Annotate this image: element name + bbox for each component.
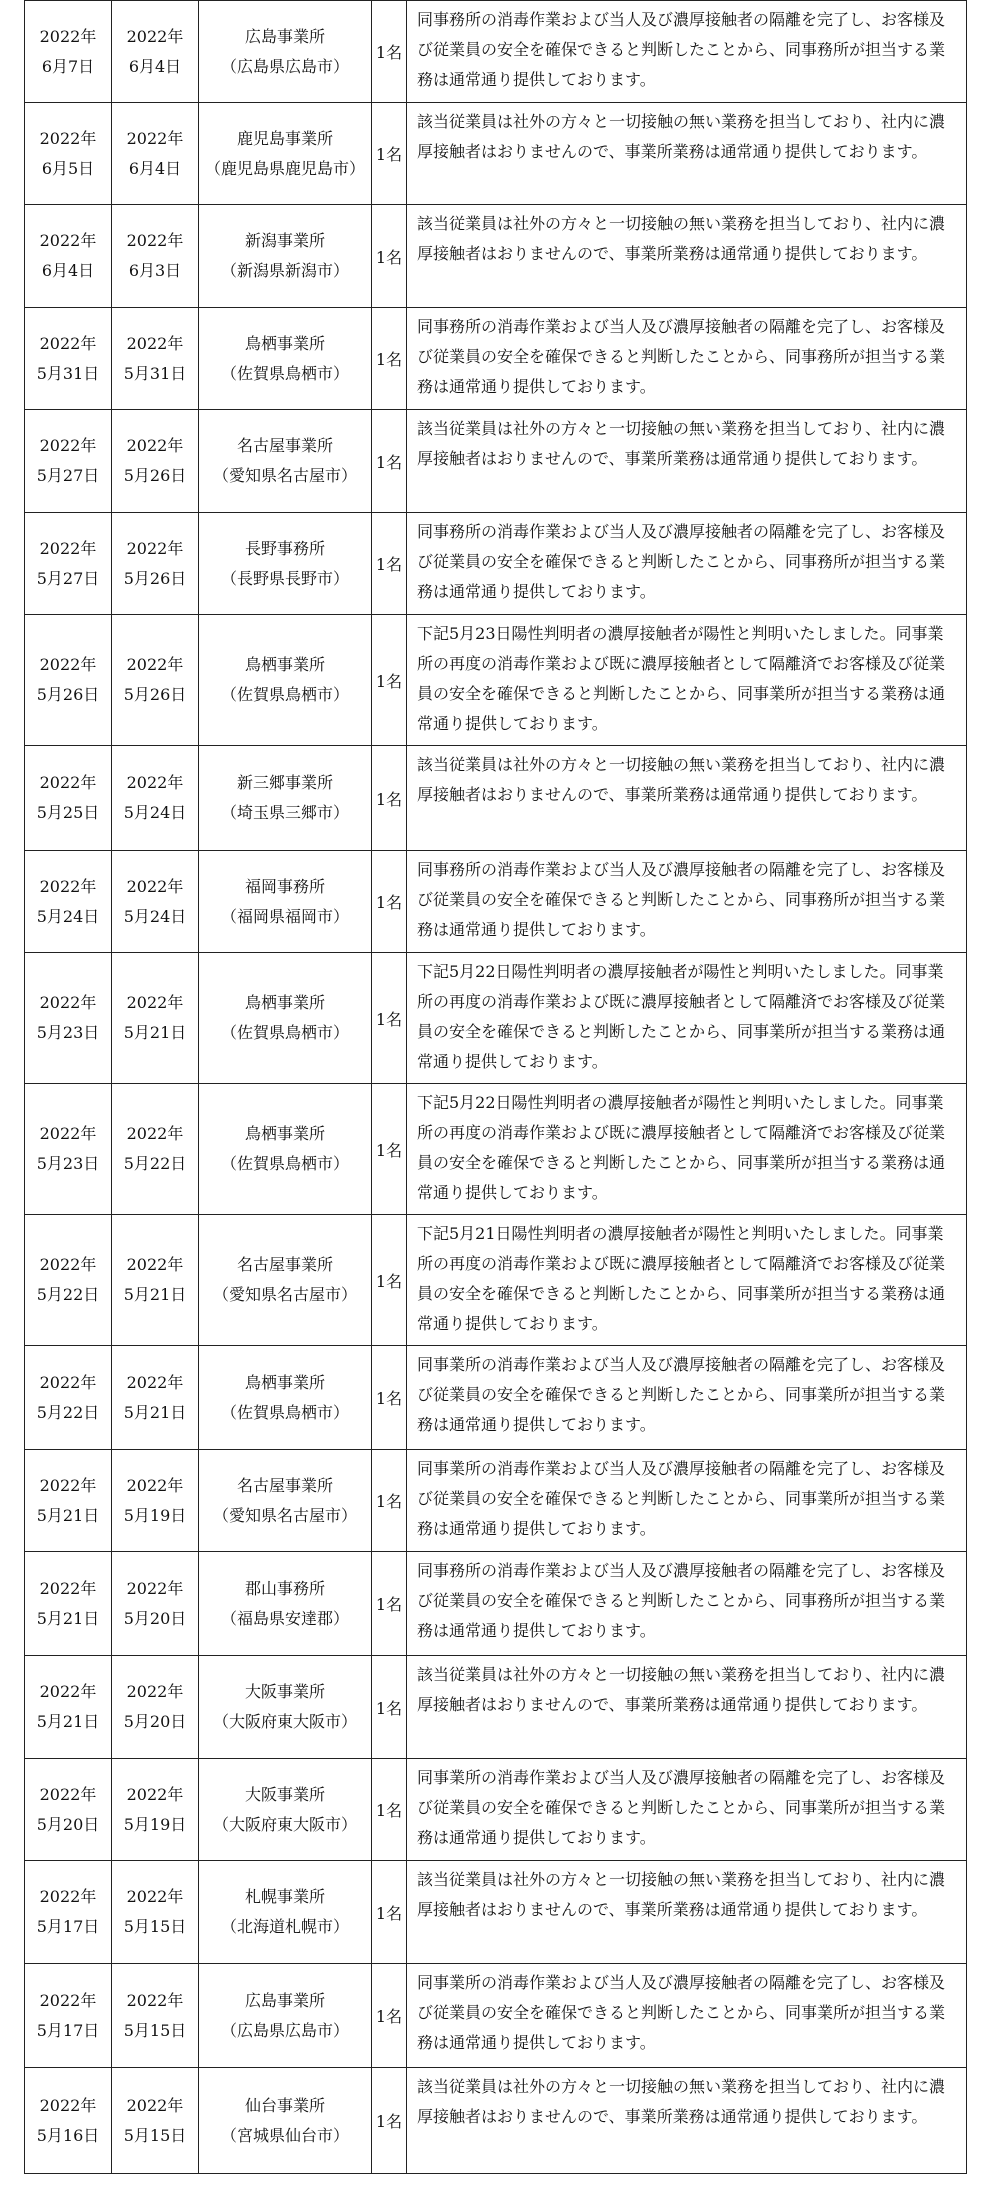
- confirmed-date-cell: [112, 1, 199, 103]
- announce-day: 5月24日: [36, 906, 100, 926]
- table-row: [25, 1861, 967, 1964]
- confirmed-date-cell: [112, 953, 199, 1084]
- announce-date-cell: [25, 1552, 112, 1656]
- status-note-cell: [407, 1552, 967, 1656]
- status-note: 該当従業員は社外の方々と一切接触の無い業務を担当しており、社内に濃厚接触者はおりませんので、事業所業務は通常通り提供しております。: [417, 112, 946, 161]
- announce-day: 5月21日: [36, 1505, 100, 1525]
- confirmed-day: 5月26日: [123, 685, 187, 704]
- case-count-cell: 1名: [372, 410, 407, 513]
- confirmed-year: 2022年: [126, 773, 184, 792]
- announce-year: 2022年: [39, 1372, 97, 1392]
- confirmed-date-cell: [112, 1084, 199, 1215]
- confirmed-day: 5月21日: [123, 1285, 187, 1304]
- announce-date-cell: [25, 1964, 112, 2068]
- announce-year: 2022年: [39, 1784, 97, 1804]
- office-cell: [199, 1, 372, 103]
- announce-day: 6月7日: [41, 56, 95, 76]
- office-cell: [199, 953, 372, 1084]
- office-name: 郡山事務所: [244, 1578, 325, 1598]
- case-count-cell: 1名: [372, 513, 407, 615]
- table-row: [25, 513, 967, 615]
- confirmed-date-cell: [112, 746, 199, 851]
- office-cell: [199, 1656, 372, 1759]
- confirmed-year: 2022年: [126, 876, 184, 896]
- office-name: 大阪事業所: [244, 1682, 325, 1701]
- table-row: [25, 1346, 967, 1450]
- table-row: [25, 1552, 967, 1656]
- office-name: 新潟事業所: [244, 231, 325, 250]
- confirmed-day: 5月19日: [123, 1814, 187, 1834]
- announce-day: 5月17日: [36, 2020, 100, 2040]
- announce-year: 2022年: [39, 1475, 97, 1495]
- announce-day: 5月25日: [36, 803, 100, 822]
- announce-day: 5月26日: [36, 685, 100, 704]
- status-note: 下記5月22日陽性判明者の濃厚接触者が陽性と判明いたしました。同事業所の再度の消毒作業および既に濃厚接触者として隔離済でお客様及び従業員の安全を確保できると判断したことから、同事業所が担当する業務は通常通り提供しております。: [417, 962, 946, 1071]
- confirmed-date-cell: [112, 1656, 199, 1759]
- table-row: [25, 1964, 967, 2068]
- office-location: （北海道札幌市）: [220, 1917, 349, 1936]
- confirmed-year: 2022年: [126, 333, 184, 353]
- confirmed-date-cell: [112, 1215, 199, 1346]
- status-note-cell: [407, 513, 967, 615]
- status-note-cell: [407, 2068, 967, 2174]
- confirmed-date-cell: [112, 308, 199, 410]
- confirmed-day: 5月26日: [123, 466, 187, 485]
- confirmed-year: 2022年: [126, 993, 184, 1012]
- announce-date-cell: [25, 615, 112, 746]
- confirmed-year: 2022年: [126, 26, 184, 46]
- announce-year: 2022年: [39, 1255, 97, 1274]
- table-row: [25, 746, 967, 851]
- confirmed-day: 6月3日: [128, 261, 182, 280]
- announce-day: 5月22日: [36, 1402, 100, 1422]
- announce-date-cell: [25, 1, 112, 103]
- case-count-cell: 1名: [372, 953, 407, 1084]
- case-count-cell: 1名: [372, 1450, 407, 1552]
- announce-day: 6月4日: [41, 261, 95, 280]
- office-name: 長野事務所: [244, 538, 325, 558]
- announce-year: 2022年: [39, 128, 97, 148]
- office-cell: [199, 1450, 372, 1552]
- confirmed-date-cell: [112, 851, 199, 953]
- announce-year: 2022年: [39, 231, 97, 250]
- confirmed-date-cell: [112, 205, 199, 308]
- confirmed-year: 2022年: [126, 231, 184, 250]
- office-location: （愛知県名古屋市）: [212, 466, 357, 485]
- status-note: 該当従業員は社外の方々と一切接触の無い業務を担当しており、社内に濃厚接触者はおりませんので、事業所業務は通常通り提供しております。: [417, 2077, 946, 2126]
- status-note-cell: [407, 953, 967, 1084]
- office-name: 大阪事業所: [244, 1784, 325, 1804]
- office-location: （福岡県福岡市）: [220, 906, 349, 926]
- confirmed-day: 5月21日: [123, 1402, 187, 1422]
- office-location: （佐賀県鳥栖市）: [220, 685, 349, 704]
- announce-date-cell: [25, 410, 112, 513]
- office-location: （愛知県名古屋市）: [212, 1285, 357, 1304]
- office-cell: [199, 615, 372, 746]
- announce-year: 2022年: [39, 436, 97, 455]
- office-location: （大阪府東大阪市）: [212, 1814, 357, 1834]
- case-count-cell: 1名: [372, 1759, 407, 1861]
- status-note-cell: [407, 1656, 967, 1759]
- confirmed-year: 2022年: [126, 1784, 184, 1804]
- office-location: （佐賀県鳥栖市）: [220, 363, 349, 383]
- confirmed-date-cell: [112, 615, 199, 746]
- case-count-cell: 1名: [372, 1346, 407, 1450]
- status-note: 同事務所の消毒作業および当人及び濃厚接触者の隔離を完了し、お客様及び従業員の安全を確保できると判断したことから、同事務所が担当する業務は通常通り提供しております。: [417, 317, 946, 396]
- announce-date-cell: [25, 1759, 112, 1861]
- confirmed-day: 5月15日: [123, 2125, 187, 2145]
- status-note: 下記5月23日陽性判明者の濃厚接触者が陽性と判明いたしました。同事業所の再度の消毒作業および既に濃厚接触者として隔離済でお客様及び従業員の安全を確保できると判断したことから、同事業所が担当する業務は通常通り提供しております。: [417, 624, 946, 733]
- confirmed-year: 2022年: [126, 1682, 184, 1701]
- announce-date-cell: [25, 205, 112, 308]
- office-cell: [199, 2068, 372, 2174]
- table-row: [25, 851, 967, 953]
- office-location: （鹿児島県鹿児島市）: [204, 158, 365, 178]
- confirmed-day: 6月4日: [128, 56, 182, 76]
- case-count-cell: 1名: [372, 1861, 407, 1964]
- confirmed-year: 2022年: [126, 1475, 184, 1495]
- announce-date-cell: [25, 1450, 112, 1552]
- announce-date-cell: [25, 513, 112, 615]
- confirmed-day: 5月15日: [123, 1917, 187, 1936]
- confirmed-day: 5月26日: [123, 568, 187, 588]
- announce-date-cell: [25, 1215, 112, 1346]
- announce-year: 2022年: [39, 773, 97, 792]
- announce-date-cell: [25, 1346, 112, 1450]
- announce-day: 5月16日: [36, 2125, 100, 2145]
- office-location: （広島県広島市）: [220, 56, 349, 76]
- confirmed-year: 2022年: [126, 436, 184, 455]
- confirmed-year: 2022年: [126, 1124, 184, 1143]
- office-location: （広島県広島市）: [220, 2020, 349, 2040]
- announce-date-cell: [25, 1861, 112, 1964]
- announce-date-cell: [25, 1656, 112, 1759]
- table-row: [25, 1215, 967, 1346]
- confirmed-year: 2022年: [126, 128, 184, 148]
- confirmed-year: 2022年: [126, 538, 184, 558]
- case-count-cell: 1名: [372, 1, 407, 103]
- confirmed-year: 2022年: [126, 1990, 184, 2010]
- confirmed-date-cell: [112, 1346, 199, 1450]
- status-note: 同事業所の消毒作業および当人及び濃厚接触者の隔離を完了し、お客様及び従業員の安全を確保できると判断したことから、同事業所が担当する業務は通常通り提供しております。: [417, 1355, 946, 1434]
- status-note: 該当従業員は社外の方々と一切接触の無い業務を担当しており、社内に濃厚接触者はおりませんので、事業所業務は通常通り提供しております。: [417, 419, 946, 468]
- office-name: 名古屋事業所: [236, 436, 333, 455]
- status-note: 同事務所の消毒作業および当人及び濃厚接触者の隔離を完了し、お客様及び従業員の安全を確保できると判断したことから、同事務所が担当する業務は通常通り提供しております。: [417, 522, 946, 601]
- announce-day: 5月17日: [36, 1917, 100, 1936]
- case-count-cell: 1名: [372, 1084, 407, 1215]
- office-location: （新潟県新潟市）: [220, 261, 349, 280]
- announce-date-cell: [25, 953, 112, 1084]
- status-note-cell: [407, 1, 967, 103]
- office-cell: [199, 1084, 372, 1215]
- announce-year: 2022年: [39, 1682, 97, 1701]
- status-note: 同事業所の消毒作業および当人及び濃厚接触者の隔離を完了し、お客様及び従業員の安全を確保できると判断したことから、同事業所が担当する業務は通常通り提供しております。: [417, 1459, 946, 1538]
- office-location: （長野県長野市）: [220, 568, 349, 588]
- announce-year: 2022年: [39, 1887, 97, 1906]
- office-location: （福島県安達郡）: [220, 1608, 349, 1628]
- announce-day: 5月22日: [36, 1285, 100, 1304]
- table-row: [25, 1759, 967, 1861]
- office-name: 札幌事業所: [244, 1887, 325, 1906]
- infection-report-table: [24, 0, 967, 2174]
- office-location: （佐賀県鳥栖市）: [220, 1154, 349, 1173]
- office-cell: [199, 851, 372, 953]
- status-note-cell: [407, 103, 967, 205]
- office-name: 仙台事業所: [244, 2095, 325, 2115]
- announce-day: 5月20日: [36, 1814, 100, 1834]
- announce-year: 2022年: [39, 993, 97, 1012]
- status-note: 同事務所の消毒作業および当人及び濃厚接触者の隔離を完了し、お客様及び従業員の安全を確保できると判断したことから、同事務所が担当する業務は通常通り提供しております。: [417, 10, 946, 89]
- announce-date-cell: [25, 746, 112, 851]
- table-row: [25, 1656, 967, 1759]
- announce-year: 2022年: [39, 1990, 97, 2010]
- office-cell: [199, 1759, 372, 1861]
- confirmed-year: 2022年: [126, 1578, 184, 1598]
- status-note: 同事務所の消毒作業および当人及び濃厚接触者の隔離を完了し、お客様及び従業員の安全を確保できると判断したことから、同事務所が担当する業務は通常通り提供しております。: [417, 1561, 946, 1640]
- status-note-cell: [407, 1759, 967, 1861]
- announce-date-cell: [25, 851, 112, 953]
- announce-date-cell: [25, 1084, 112, 1215]
- announce-day: 5月31日: [36, 363, 100, 383]
- announce-day: 5月21日: [36, 1712, 100, 1731]
- office-name: 鳥栖事業所: [244, 993, 325, 1012]
- office-cell: [199, 513, 372, 615]
- confirmed-year: 2022年: [126, 655, 184, 674]
- office-cell: [199, 1346, 372, 1450]
- office-cell: [199, 1215, 372, 1346]
- office-cell: [199, 1552, 372, 1656]
- office-name: 名古屋事業所: [236, 1255, 333, 1274]
- status-note: 該当従業員は社外の方々と一切接触の無い業務を担当しており、社内に濃厚接触者はおりませんので、事業所業務は通常通り提供しております。: [417, 755, 946, 804]
- confirmed-date-cell: [112, 1964, 199, 2068]
- status-note-cell: [407, 746, 967, 851]
- status-note: 同事業所の消毒作業および当人及び濃厚接触者の隔離を完了し、お客様及び従業員の安全を確保できると判断したことから、同事業所が担当する業務は通常通り提供しております。: [417, 1973, 946, 2052]
- announce-year: 2022年: [39, 655, 97, 674]
- office-cell: [199, 308, 372, 410]
- announce-year: 2022年: [39, 333, 97, 353]
- status-note-cell: [407, 308, 967, 410]
- confirmed-day: 5月20日: [123, 1712, 187, 1731]
- status-note: 該当従業員は社外の方々と一切接触の無い業務を担当しており、社内に濃厚接触者はおりませんので、事業所業務は通常通り提供しております。: [417, 214, 946, 263]
- table-row: [25, 1084, 967, 1215]
- confirmed-date-cell: [112, 1861, 199, 1964]
- table-row: [25, 1450, 967, 1552]
- office-name: 広島事業所: [244, 26, 325, 46]
- office-name: 鳥栖事業所: [244, 333, 325, 353]
- status-note-cell: [407, 1861, 967, 1964]
- status-note-cell: [407, 205, 967, 308]
- confirmed-day: 5月24日: [123, 906, 187, 926]
- table-row: [25, 308, 967, 410]
- case-count-cell: 1名: [372, 103, 407, 205]
- table-row: [25, 103, 967, 205]
- office-name: 鳥栖事業所: [244, 1124, 325, 1143]
- announce-year: 2022年: [39, 26, 97, 46]
- announce-year: 2022年: [39, 1124, 97, 1143]
- case-count-cell: 1名: [372, 746, 407, 851]
- status-note: 同事業所の消毒作業および当人及び濃厚接触者の隔離を完了し、お客様及び従業員の安全を確保できると判断したことから、同事業所が担当する業務は通常通り提供しております。: [417, 1768, 946, 1847]
- confirmed-year: 2022年: [126, 1372, 184, 1392]
- table-row: [25, 410, 967, 513]
- office-location: （宮城県仙台市）: [220, 2125, 349, 2145]
- status-note: 下記5月22日陽性判明者の濃厚接触者が陽性と判明いたしました。同事業所の再度の消毒作業および既に濃厚接触者として隔離済でお客様及び従業員の安全を確保できると判断したことから、同事業所が担当する業務は通常通り提供しております。: [417, 1093, 946, 1202]
- case-count-cell: 1名: [372, 308, 407, 410]
- confirmed-day: 5月15日: [123, 2020, 187, 2040]
- table-row: [25, 615, 967, 746]
- status-note: 同事務所の消毒作業および当人及び濃厚接触者の隔離を完了し、お客様及び従業員の安全を確保できると判断したことから、同事務所が担当する業務は通常通り提供しております。: [417, 860, 946, 939]
- table-body: [25, 1, 967, 2174]
- announce-date-cell: [25, 308, 112, 410]
- status-note-cell: [407, 1450, 967, 1552]
- infection-report-table-wrapper: [24, 0, 962, 2174]
- status-note-cell: [407, 410, 967, 513]
- confirmed-year: 2022年: [126, 2095, 184, 2115]
- confirmed-date-cell: [112, 103, 199, 205]
- confirmed-date-cell: [112, 513, 199, 615]
- announce-day: 5月27日: [36, 568, 100, 588]
- announce-day: 5月21日: [36, 1608, 100, 1628]
- confirmed-date-cell: [112, 410, 199, 513]
- announce-day: 5月23日: [36, 1154, 100, 1173]
- confirmed-day: 6月4日: [128, 158, 182, 178]
- case-count-cell: 1名: [372, 1215, 407, 1346]
- office-name: 鹿児島事業所: [236, 128, 333, 148]
- office-cell: [199, 1964, 372, 2068]
- office-name: 鳥栖事業所: [244, 655, 325, 674]
- announce-date-cell: [25, 2068, 112, 2174]
- case-count-cell: 1名: [372, 1656, 407, 1759]
- office-name: 名古屋事業所: [236, 1475, 333, 1495]
- announce-day: 6月5日: [41, 158, 95, 178]
- announce-day: 5月23日: [36, 1023, 100, 1042]
- table-row: [25, 205, 967, 308]
- confirmed-date-cell: [112, 1759, 199, 1861]
- confirmed-day: 5月24日: [123, 803, 187, 822]
- confirmed-day: 5月20日: [123, 1608, 187, 1628]
- announce-date-cell: [25, 103, 112, 205]
- status-note-cell: [407, 615, 967, 746]
- status-note-cell: [407, 1215, 967, 1346]
- office-location: （佐賀県鳥栖市）: [220, 1402, 349, 1422]
- status-note-cell: [407, 1964, 967, 2068]
- confirmed-day: 5月31日: [123, 363, 187, 383]
- table-row: [25, 1, 967, 103]
- case-count-cell: 1名: [372, 851, 407, 953]
- case-count-cell: 1名: [372, 1552, 407, 1656]
- status-note: 該当従業員は社外の方々と一切接触の無い業務を担当しており、社内に濃厚接触者はおりませんので、事業所業務は通常通り提供しております。: [417, 1870, 946, 1919]
- office-name: 福岡事務所: [244, 876, 325, 896]
- announce-year: 2022年: [39, 876, 97, 896]
- office-cell: [199, 746, 372, 851]
- status-note-cell: [407, 1084, 967, 1215]
- office-cell: [199, 103, 372, 205]
- office-cell: [199, 205, 372, 308]
- confirmed-year: 2022年: [126, 1887, 184, 1906]
- office-name: 広島事業所: [244, 1990, 325, 2010]
- status-note-cell: [407, 851, 967, 953]
- case-count-cell: 1名: [372, 205, 407, 308]
- confirmed-day: 5月22日: [123, 1154, 187, 1173]
- confirmed-day: 5月19日: [123, 1505, 187, 1525]
- office-cell: [199, 410, 372, 513]
- confirmed-year: 2022年: [126, 1255, 184, 1274]
- office-name: 新三郷事業所: [236, 773, 333, 792]
- status-note-cell: [407, 1346, 967, 1450]
- confirmed-date-cell: [112, 1552, 199, 1656]
- office-location: （佐賀県鳥栖市）: [220, 1023, 349, 1042]
- announce-year: 2022年: [39, 538, 97, 558]
- announce-day: 5月27日: [36, 466, 100, 485]
- office-location: （埼玉県三郷市）: [220, 803, 349, 822]
- case-count-cell: 1名: [372, 2068, 407, 2174]
- confirmed-date-cell: [112, 2068, 199, 2174]
- case-count-cell: 1名: [372, 1964, 407, 2068]
- confirmed-day: 5月21日: [123, 1023, 187, 1042]
- office-location: （大阪府東大阪市）: [212, 1712, 357, 1731]
- table-row: [25, 2068, 967, 2174]
- announce-year: 2022年: [39, 1578, 97, 1598]
- announce-year: 2022年: [39, 2095, 97, 2115]
- office-cell: [199, 1861, 372, 1964]
- status-note: 該当従業員は社外の方々と一切接触の無い業務を担当しており、社内に濃厚接触者はおりませんので、事業所業務は通常通り提供しております。: [417, 1665, 946, 1714]
- office-location: （愛知県名古屋市）: [212, 1505, 357, 1525]
- confirmed-date-cell: [112, 1450, 199, 1552]
- table-row: [25, 953, 967, 1084]
- office-name: 鳥栖事業所: [244, 1372, 325, 1392]
- case-count-cell: 1名: [372, 615, 407, 746]
- status-note: 下記5月21日陽性判明者の濃厚接触者が陽性と判明いたしました。同事業所の再度の消毒作業および既に濃厚接触者として隔離済でお客様及び従業員の安全を確保できると判断したことから、同事業所が担当する業務は通常通り提供しております。: [417, 1224, 946, 1333]
